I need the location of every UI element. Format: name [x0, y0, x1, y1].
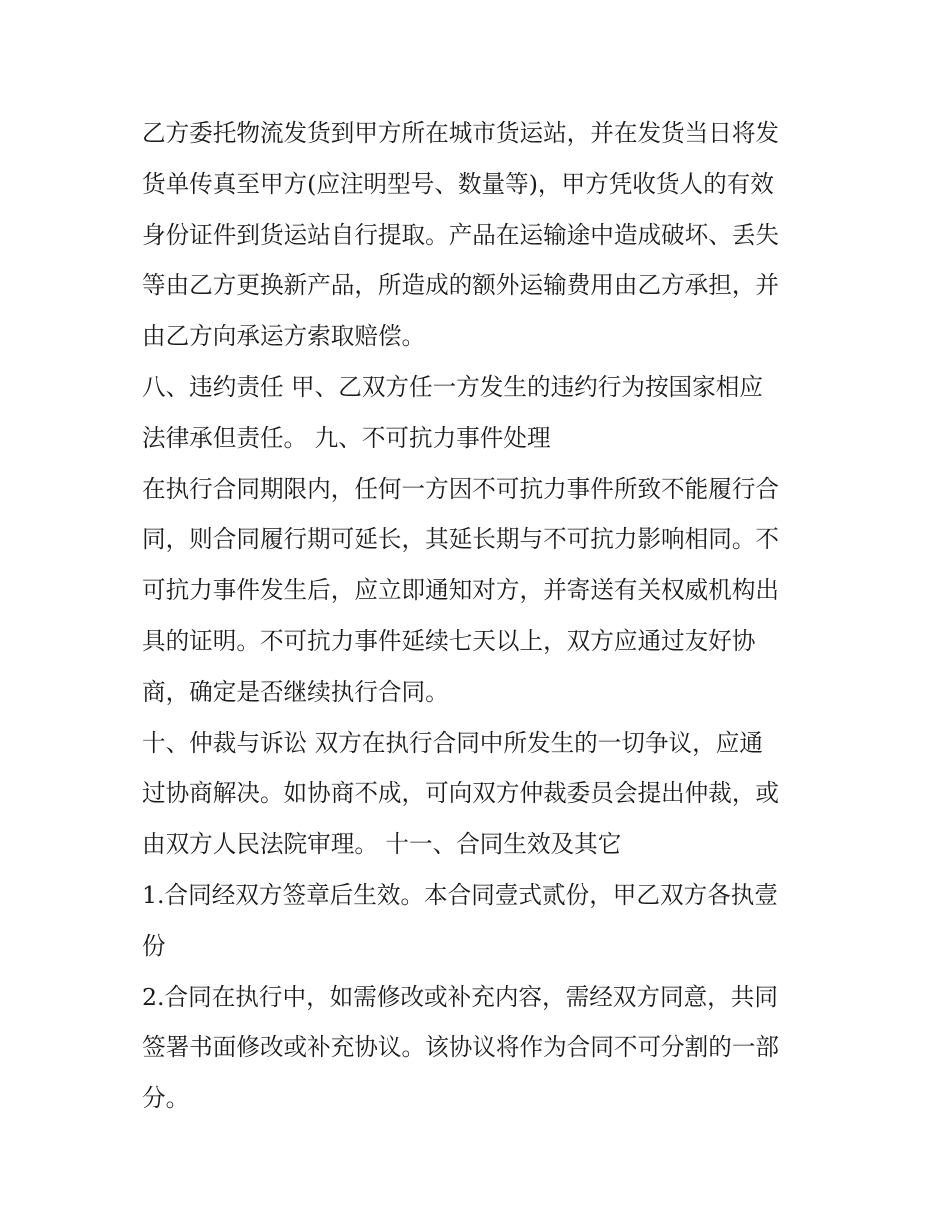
- text-line: 过协商解决。如协商不成，可向双方仲裁委员会提出仲裁，或: [142, 779, 780, 808]
- text-line: 在执行合同期限内，任何一方因不可抗力事件所致不能履行合: [142, 474, 780, 503]
- text-line: 货单传真至甲方(应注明型号、数量等)，甲方凭收货人的有效: [142, 169, 774, 198]
- text-line: 乙方委托物流发货到甲方所在城市货运站，并在发货当日将发: [142, 119, 780, 147]
- text-line: 八、违约责任 甲、乙双方任一方发生的违约行为按国家相应: [142, 372, 763, 401]
- paragraph-clause-2: [142, 972, 814, 1124]
- text-line: 由乙方向承运方索取赔偿。: [142, 322, 426, 351]
- paragraph-breach-liability: [142, 362, 814, 464]
- paragraph-force-majeure: [142, 464, 814, 718]
- text-line: 可抗力事件发生后，应立即通知对方，并寄送有关权威机构出: [142, 576, 780, 605]
- text-line: 商，确定是否继续执行合同。: [142, 677, 449, 706]
- text-line: 1.合同经双方签章后生效。本合同壹式贰份，甲乙双方各执壹: [142, 880, 778, 909]
- text-line: 分。: [142, 1084, 190, 1113]
- text-line: 由双方人民法院审理。 十一、合同生效及其它: [142, 830, 622, 859]
- text-line: 同，则合同履行期可延长，其延长期与不可抗力影响相同。不: [142, 525, 780, 554]
- text-line: 十、仲裁与诉讼 双方在执行合同中所发生的一切争议，应通: [142, 728, 763, 757]
- paragraph-shipping-terms: [142, 108, 814, 362]
- text-line: 法律承但责任。 九、不可抗力事件处理: [142, 423, 551, 452]
- paragraph-arbitration: [142, 718, 814, 870]
- text-line: 签署书面修改或补充协议。该协议将作为合同不可分割的一部: [142, 1033, 780, 1062]
- document-body: [142, 108, 814, 1124]
- text-line: 份: [142, 931, 166, 960]
- text-line: 等由乙方更换新产品，所造成的额外运输费用由乙方承担，并: [142, 271, 780, 300]
- paragraph-clause-1: [142, 870, 814, 972]
- text-line: 2.合同在执行中，如需修改或补充内容，需经双方同意，共同: [142, 982, 778, 1011]
- text-line: 身份证件到货运站自行提取。产品在运输途中造成破坏、丢失: [142, 220, 780, 249]
- text-line: 具的证明。不可抗力事件延续七天以上，双方应通过友好协: [142, 626, 756, 655]
